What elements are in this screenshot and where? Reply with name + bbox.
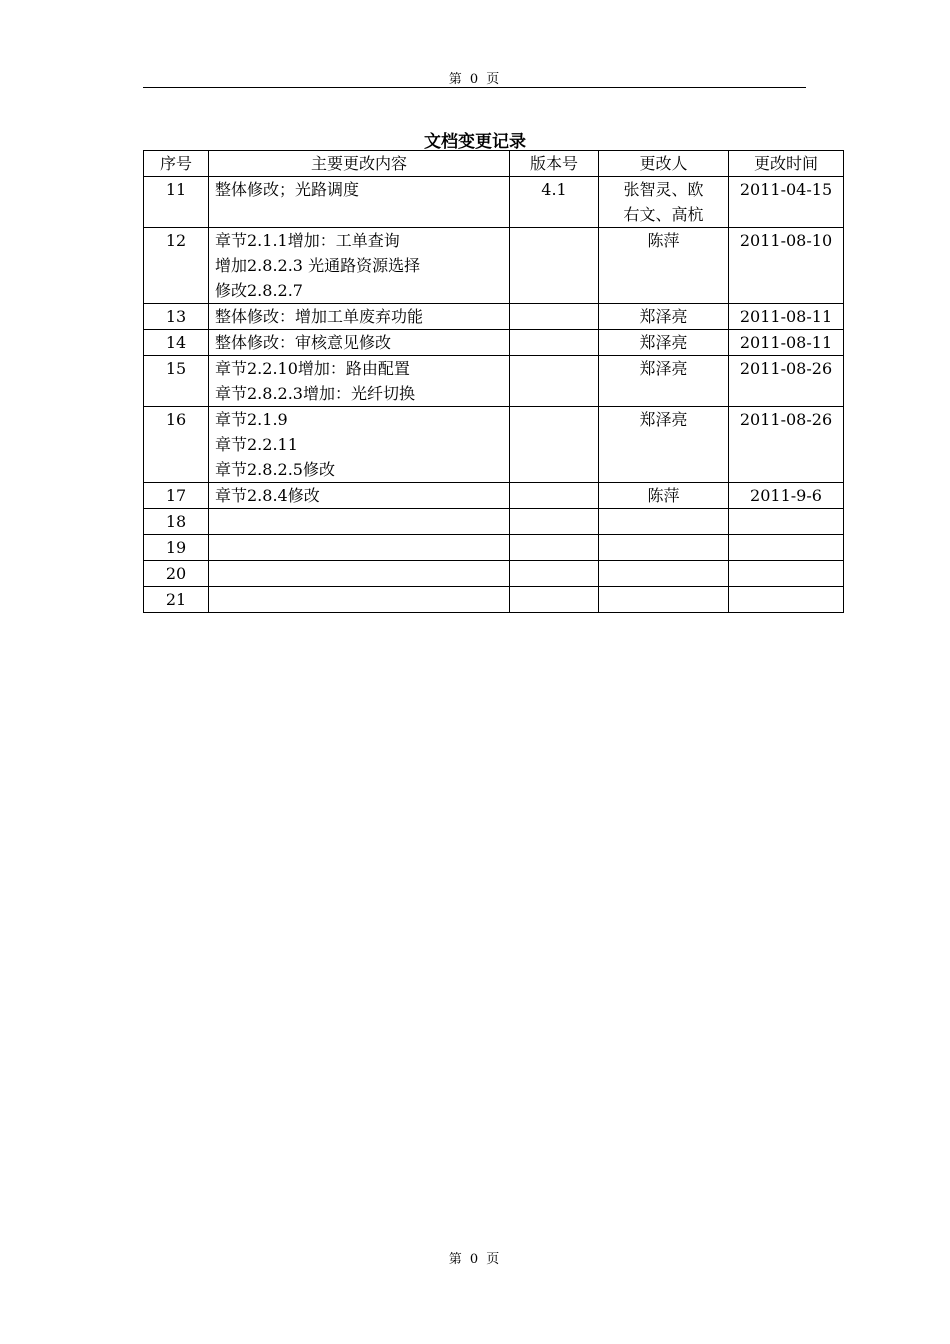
cell-seq-line: 15 — [165, 359, 187, 378]
cell-person — [599, 483, 729, 509]
cell-seq-line: 13 — [165, 307, 187, 326]
cell-person — [599, 535, 729, 561]
cell-date-line: 2011-08-26 — [739, 410, 833, 429]
change-log-table — [143, 150, 844, 613]
cell-seq-line: 19 — [165, 538, 187, 557]
cell-content-line: 章节2.1.1增加：工单查询 — [215, 231, 400, 250]
cell-date — [729, 304, 844, 330]
cell-content — [209, 483, 510, 509]
cell-version — [510, 330, 599, 356]
cell-person — [599, 587, 729, 613]
cell-version — [510, 561, 599, 587]
cell-content — [209, 330, 510, 356]
cell-seq-line: 16 — [165, 410, 187, 429]
cell-content-line: 章节2.1.9 — [215, 410, 288, 429]
cell-seq — [144, 587, 209, 613]
cell-person-line: 郑泽亮 — [639, 410, 688, 429]
cell-version — [510, 304, 599, 330]
cell-person — [599, 509, 729, 535]
cell-content — [209, 356, 510, 407]
cell-content-line: 章节2.2.10增加：路由配置 — [215, 359, 410, 378]
cell-content-line: 章节2.2.11 — [215, 435, 298, 454]
cell-person — [599, 228, 729, 304]
cell-person — [599, 407, 729, 483]
cell-content-line: 章节2.8.4修改 — [215, 486, 320, 505]
cell-person-line: 郑泽亮 — [639, 359, 688, 378]
cell-content-line: 章节2.8.2.5修改 — [215, 460, 335, 479]
cell-version — [510, 587, 599, 613]
cell-date-line: 2011-9-6 — [750, 486, 822, 505]
cell-content — [209, 177, 510, 228]
cell-date-line: 2011-08-10 — [739, 231, 833, 250]
cell-seq-line: 20 — [165, 564, 187, 583]
cell-content — [209, 561, 510, 587]
column-header-content: 主要更改内容 — [209, 151, 510, 177]
cell-content-line: 章节2.8.2.3增加：光纤切换 — [215, 384, 415, 403]
cell-content — [209, 509, 510, 535]
column-header-person: 更改人 — [599, 151, 729, 177]
table-row — [144, 535, 844, 561]
cell-version — [510, 509, 599, 535]
table-row — [144, 330, 844, 356]
cell-content-line: 整体修改：审核意见修改 — [215, 333, 392, 352]
cell-content-line: 整体修改：增加工单废弃功能 — [215, 307, 424, 326]
document-title: 文档变更记录 — [424, 132, 526, 152]
cell-seq — [144, 561, 209, 587]
cell-date-line: 2011-08-11 — [739, 333, 833, 352]
table-body — [144, 177, 844, 613]
cell-version — [510, 356, 599, 407]
cell-seq — [144, 228, 209, 304]
cell-date — [729, 177, 844, 228]
column-header-seq: 序号 — [144, 151, 209, 177]
cell-content — [209, 304, 510, 330]
cell-person-line: 陈萍 — [647, 486, 680, 505]
cell-version — [510, 177, 599, 228]
table-row — [144, 228, 844, 304]
cell-date — [729, 535, 844, 561]
cell-seq — [144, 407, 209, 483]
cell-content-line: 增加2.8.2.3 光通路资源选择 — [215, 256, 421, 275]
cell-seq-line: 17 — [165, 486, 187, 505]
cell-seq-line: 11 — [165, 180, 187, 199]
table-row — [144, 587, 844, 613]
cell-person — [599, 561, 729, 587]
cell-seq-line: 18 — [165, 512, 187, 531]
cell-seq-line: 14 — [165, 333, 187, 352]
cell-date-line: 2011-08-26 — [739, 359, 833, 378]
cell-version — [510, 483, 599, 509]
cell-date — [729, 483, 844, 509]
cell-person — [599, 356, 729, 407]
cell-content — [209, 407, 510, 483]
column-header-version: 版本号 — [510, 151, 599, 177]
cell-person — [599, 304, 729, 330]
cell-content — [209, 228, 510, 304]
table-row — [144, 304, 844, 330]
cell-content — [209, 535, 510, 561]
cell-seq-line: 12 — [165, 231, 187, 250]
cell-version — [510, 535, 599, 561]
cell-seq — [144, 483, 209, 509]
cell-date — [729, 228, 844, 304]
cell-date-line: 2011-04-15 — [739, 180, 833, 199]
page-header: 第 0 页 — [448, 72, 502, 87]
cell-person-line: 郑泽亮 — [639, 333, 688, 352]
cell-version-line: 4.1 — [541, 180, 567, 199]
cell-content-line: 整体修改；光路调度 — [215, 180, 360, 199]
cell-date — [729, 407, 844, 483]
table-header-row — [144, 151, 844, 177]
cell-seq — [144, 177, 209, 228]
page-footer: 第 0 页 — [448, 1252, 502, 1267]
cell-seq — [144, 535, 209, 561]
table-row — [144, 483, 844, 509]
table-row — [144, 561, 844, 587]
cell-person-line: 右文、高杭 — [623, 205, 704, 224]
cell-person-line: 陈萍 — [647, 231, 680, 250]
cell-content-line: 修改2.8.2.7 — [215, 281, 303, 300]
header-divider — [143, 87, 806, 88]
table-row — [144, 407, 844, 483]
cell-content — [209, 587, 510, 613]
cell-date — [729, 509, 844, 535]
cell-person-line: 郑泽亮 — [639, 307, 688, 326]
cell-seq — [144, 304, 209, 330]
cell-date — [729, 561, 844, 587]
cell-date — [729, 356, 844, 407]
cell-person — [599, 177, 729, 228]
cell-person-line: 张智灵、欧 — [623, 180, 704, 199]
cell-seq — [144, 509, 209, 535]
table-row — [144, 177, 844, 228]
cell-seq-line: 21 — [165, 590, 187, 609]
cell-date-line: 2011-08-11 — [739, 307, 833, 326]
table-row — [144, 356, 844, 407]
cell-seq — [144, 330, 209, 356]
cell-person — [599, 330, 729, 356]
cell-date — [729, 330, 844, 356]
column-header-date: 更改时间 — [729, 151, 844, 177]
cell-version — [510, 228, 599, 304]
cell-seq — [144, 356, 209, 407]
cell-version — [510, 407, 599, 483]
table-row — [144, 509, 844, 535]
cell-date — [729, 587, 844, 613]
